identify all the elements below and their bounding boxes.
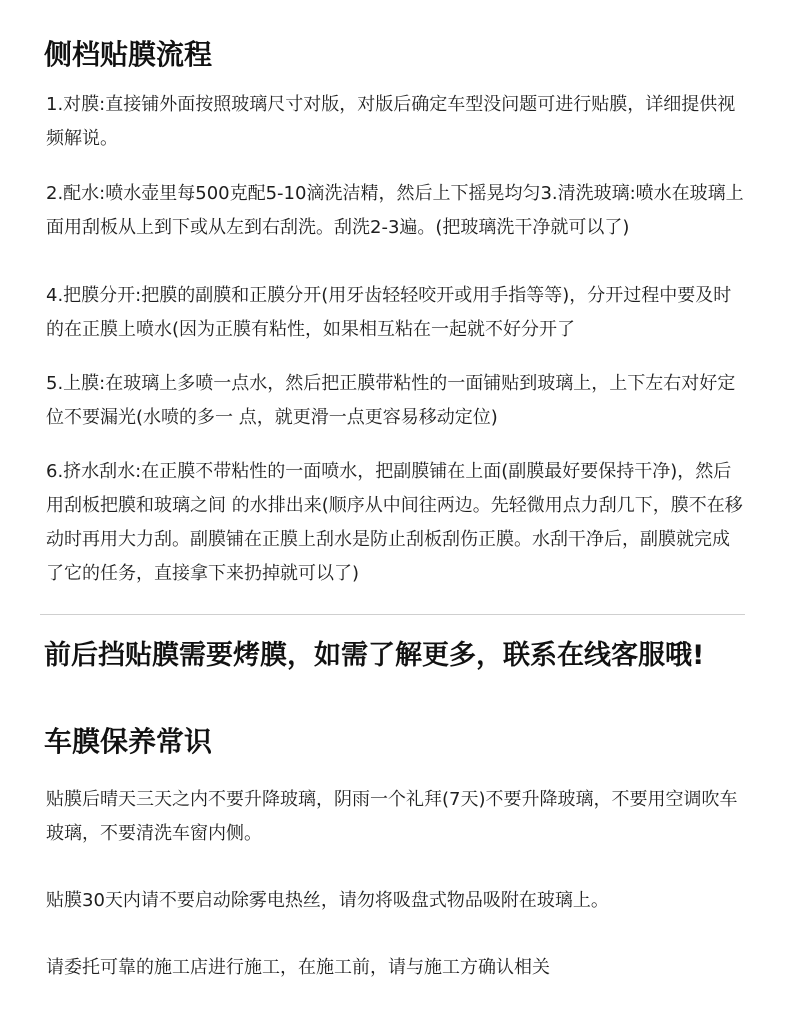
section-divider [40, 614, 745, 615]
section-title-side-film-process: 侧档贴膜流程 [44, 38, 213, 71]
step-4-paragraph: 4.把膜分开:把膜的副膜和正膜分开(用牙齿轻轻咬开或用手指等等)，分开过程中要及时的在正膜上喷水(因为正膜有粘性，如果相互粘在一起就不好分开了 [46, 285, 732, 340]
step-2-3-paragraph: 2.配水:喷水壶里每500克配5-10滴洗洁精，然后上下摇晃均匀3.清洗玻璃:喷水在玻璃上面用刮板从上到下或从左到右刮洗。刮洗2-3遍。(把玻璃洗干净就可以了) [46, 183, 744, 238]
care-item-1: 贴膜后晴天三天之内不要升降玻璃，阴雨一个礼拜(7天)不要升降玻璃，不要用空调吹车玻璃，不要清洗车窗内侧。 [46, 789, 738, 844]
step-1-paragraph: 1.对膜:直接铺外面按照玻璃尺寸对版，对版后确定车型没问题可进行贴膜，详细提供视频解说。 [46, 94, 736, 149]
care-item-2: 贴膜30天内请不要启动除雾电热丝，请勿将吸盘式物品吸附在玻璃上。 [46, 890, 609, 911]
step-5-paragraph: 5.上膜:在玻璃上多喷一点水，然后把正膜带粘性的一面铺贴到玻璃上，上下左右对好定位不要漏光(水喷的多一 点，就更滑一点更容易移动定位) [46, 373, 736, 428]
notice-heading: 前后挡贴膜需要烤膜，如需了解更多，联系在线客服哦! [44, 640, 705, 671]
section-title-film-care: 车膜保养常识 [44, 725, 213, 758]
care-item-3: 请委托可靠的施工店进行施工，在施工前，请与施工方确认相关 [46, 957, 550, 978]
step-6-paragraph: 6.挤水刮水:在正膜不带粘性的一面喷水，把副膜铺在上面(副膜最好要保持干净)，然后用刮板把膜和玻璃之间 的水排出来(顺序从中间往两边。先轻微用点力刮几下，膜不在移动时再用大力刮。副膜铺在正膜上刮水是防止刮板刮伤正膜。水刮干净后，副膜就完成了它的任务，直接拿下来扔掉就可以了) [46, 461, 743, 584]
